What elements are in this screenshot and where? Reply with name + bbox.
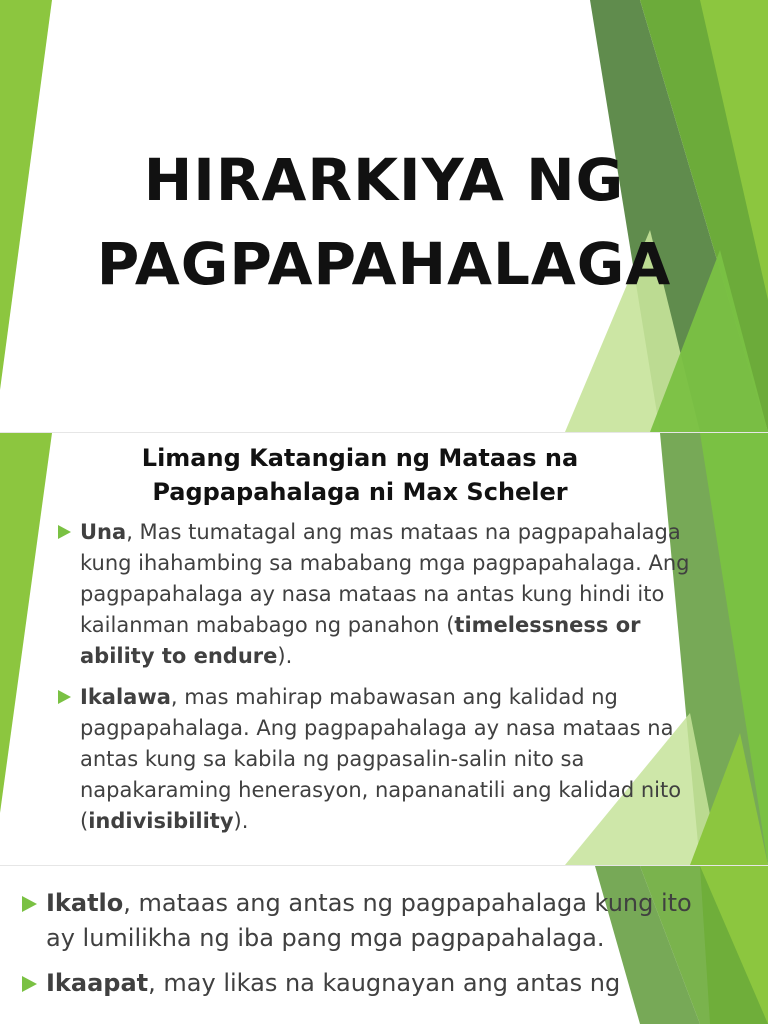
bullet-lead: Ikatlo [46, 889, 124, 917]
page-title [0, 138, 768, 306]
title-line-1: HIRARKIYA NG [143, 146, 625, 214]
bullet-list-2 [22, 886, 722, 1011]
slide-characteristics [0, 433, 768, 865]
bullet-text: , may likas na kaugnayan ang antas ng [148, 969, 621, 997]
arrow-bullet-icon [58, 525, 71, 539]
heading-line-2: Pagpapahalaga ni Max Scheler [152, 478, 568, 506]
bullet-list [58, 517, 698, 847]
list-item [58, 517, 698, 672]
list-item [22, 886, 722, 956]
heading-line-1: Limang Katangian ng Mataas na [141, 444, 579, 472]
bullet-lead: Ikaapat [46, 969, 149, 997]
bullet-emphasis: indivisibility [88, 809, 234, 833]
slide-title [0, 0, 768, 432]
bullet-tail: ). [277, 644, 293, 668]
title-line-2: PAGPAPAHALAGA [96, 230, 672, 298]
bullet-text: , Mas tumatagal ang mas mataas na pagpapahalaga kung ihahambing sa mababang mga pagpapahalaga. Ang pagpapahalaga ay nasa mataas na antas kung hindi ito kailanman mababago ng panahon ( [80, 520, 690, 637]
arrow-bullet-icon [22, 896, 37, 912]
bullet-text: , mas mahirap mabawasan ang kalidad ng pagpapahalaga. Ang pagpapahalaga ay nasa mataas na antas kung sa kabila ng pagpasalin-salin nito sa napakaraming henerasyon, napananatili ang kalidad nito ( [80, 685, 682, 833]
section-heading [70, 441, 650, 509]
bullet-lead: Una [80, 520, 127, 544]
left-green-shape-2 [0, 433, 52, 813]
bullet-text: , mataas ang antas ng pagpapahalaga kung ito ay lumilikha ng iba pang mga pagpapahalaga. [46, 889, 692, 952]
bullet-tail: ). [233, 809, 249, 833]
bullet-emphasis: timelessness or ability to endure [80, 613, 641, 668]
arrow-bullet-icon [22, 976, 37, 992]
slide-continuation [0, 866, 768, 1024]
arrow-bullet-icon [58, 690, 71, 704]
list-item [58, 682, 698, 837]
list-item [22, 966, 722, 1001]
bullet-lead: Ikalawa [80, 685, 171, 709]
